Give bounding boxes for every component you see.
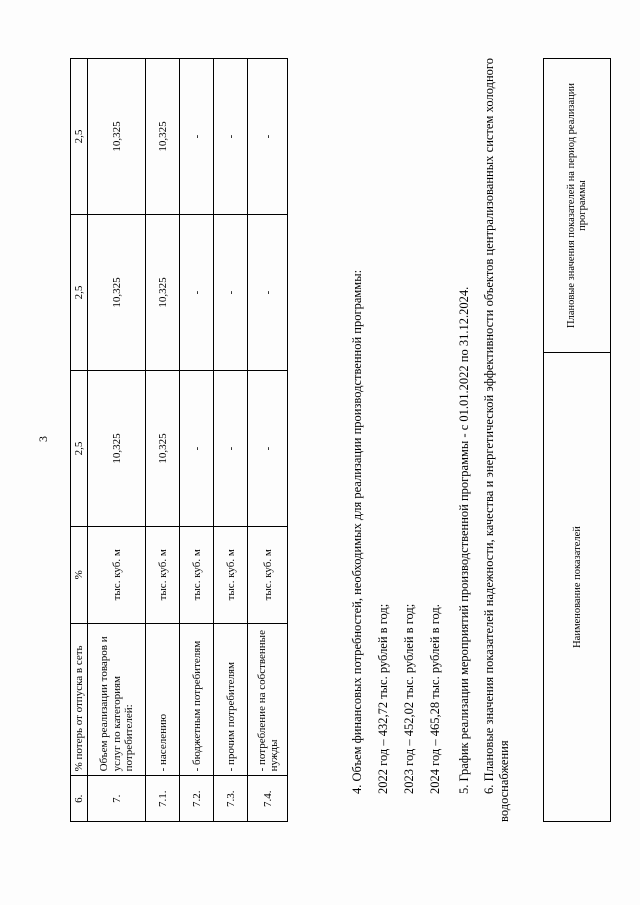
row-value-2024: 2,5 bbox=[71, 59, 88, 215]
budget-line-2022: 2022 год – 432,72 тыс. рублей в год; bbox=[376, 603, 390, 794]
table-row bbox=[71, 59, 88, 822]
row-name: - потребление на собственные нужды bbox=[248, 623, 288, 776]
row-unit: тыс. куб. м bbox=[146, 527, 180, 624]
page-number: 3 bbox=[36, 436, 50, 442]
row-value-2022: - bbox=[180, 371, 214, 527]
row-value-2023: 10,325 bbox=[88, 215, 146, 371]
header-planned-values: Плановые значения показателей на период реализации программы bbox=[544, 59, 611, 353]
row-value-2022: 10,325 bbox=[146, 371, 180, 527]
row-number: 7.2. bbox=[180, 776, 214, 822]
row-number: 7.3. bbox=[214, 776, 248, 822]
row-name: % потерь от отпуска в сеть bbox=[71, 623, 88, 776]
table-row bbox=[544, 59, 611, 822]
row-name: - прочим потребителям bbox=[214, 623, 248, 776]
row-value-2024: 10,325 bbox=[88, 59, 146, 215]
row-value-2023: 10,325 bbox=[146, 215, 180, 371]
row-unit: % bbox=[71, 527, 88, 624]
table-row bbox=[214, 59, 248, 822]
row-number: 6. bbox=[71, 776, 88, 822]
row-value-2024: 10,325 bbox=[146, 59, 180, 215]
section-5-text: 5. График реализации мероприятий производственной программы - с 01.01.2022 по 31.12.2024. bbox=[457, 286, 471, 794]
row-unit: тыс. куб. м bbox=[214, 527, 248, 624]
row-value-2023: 2,5 bbox=[71, 215, 88, 371]
indicators-table bbox=[70, 58, 288, 822]
section-6-paragraph: 6. Плановые значения показателей надежности, качества и энергетической эффективности объектов централизованных систем холодного водоснабжения bbox=[482, 58, 511, 822]
section-4-heading: 4. Объем финансовых потребностей, необходимых для реализации производственной программы: bbox=[350, 269, 364, 794]
row-unit: тыс. куб. м bbox=[180, 527, 214, 624]
row-value-2022: 10,325 bbox=[88, 371, 146, 527]
row-value-2023: - bbox=[214, 215, 248, 371]
header-indicator-name: Наименование показателей bbox=[544, 353, 611, 822]
row-value-2023: - bbox=[180, 215, 214, 371]
row-value-2022: 2,5 bbox=[71, 371, 88, 527]
row-value-2024: - bbox=[214, 59, 248, 215]
row-value-2024: - bbox=[248, 59, 288, 215]
row-number: 7.1. bbox=[146, 776, 180, 822]
table-row bbox=[88, 59, 146, 822]
budget-line-2023: 2023 год – 452,02 тыс. рублей в год; bbox=[402, 603, 416, 794]
row-unit: тыс. куб. м bbox=[88, 527, 146, 624]
row-name: - бюджетным потребителям bbox=[180, 623, 214, 776]
targets-table-header bbox=[543, 58, 611, 822]
section-6-text bbox=[482, 58, 512, 822]
row-value-2022: - bbox=[214, 371, 248, 527]
row-value-2022: - bbox=[248, 371, 288, 527]
row-name: Объем реализации товаров и услуг по категориям потребителей: bbox=[88, 623, 146, 776]
row-value-2024: - bbox=[180, 59, 214, 215]
table-row bbox=[248, 59, 288, 822]
row-number: 7.4. bbox=[248, 776, 288, 822]
row-name: - населению bbox=[146, 623, 180, 776]
row-number: 7. bbox=[88, 776, 146, 822]
row-value-2023: - bbox=[248, 215, 288, 371]
table-row bbox=[146, 59, 180, 822]
budget-line-2024: 2024 год – 465,28 тыс. рублей в год. bbox=[428, 604, 442, 794]
row-unit: тыс. куб. м bbox=[248, 527, 288, 624]
table-row bbox=[180, 59, 214, 822]
